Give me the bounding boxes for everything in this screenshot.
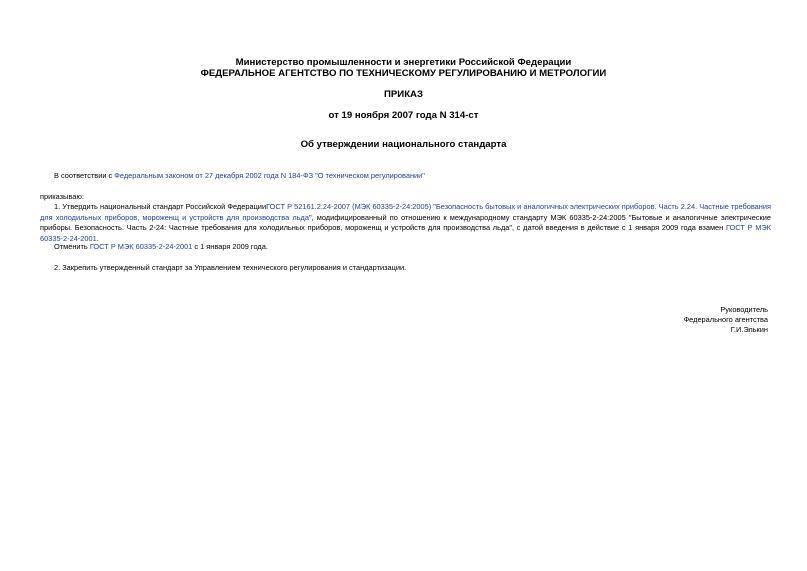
item-1-middle: ", модифицированный по отношению к международному стандарту МЭК 60335-2-24:2005 "Бытовые и аналогичные электрические приборы. Безопасность. Часть 2-24: Частные требования для холодильных приборов, мороженщ и устройств для производства льда", с датой введения в действие с 1 января 2009 года взамен [40, 212, 771, 232]
document-title: Об утверждении национального стандарта [300, 139, 507, 150]
signature-position-line1: Руководитель [720, 305, 768, 314]
document-date: от 19 ноября 2007 года N 314-ст [328, 110, 479, 121]
cancel-prefix: Отменить [54, 242, 90, 251]
preamble-paragraph [54, 171, 425, 181]
item-1-suffix: . [96, 233, 99, 243]
gost-52161-link[interactable]: ГОСТ Р 52161.2.24-2007 (МЭК 60335-2-24:2005) "Безопасность бытовых и аналогичных электрических приборов. Часть 2.24. Частные требования для холодильных приборов, мороженщ и устройств для производства льда [40, 202, 771, 222]
preamble-prefix: В соответствии с [54, 171, 115, 180]
federal-law-link[interactable]: Федеральным законом от 27 декабря 2002 года N 184-ФЗ "О техническом регулировании" [114, 171, 425, 180]
cancel-suffix: с 1 января 2009 года. [192, 242, 268, 251]
ministry-name: Министерство промышленности и энергетики Российской Федерации [235, 57, 572, 68]
gost-mek-replaced-link[interactable]: ГОСТ Р МЭК 60335-2-24-2001 [40, 223, 771, 243]
item-2-paragraph: 2. Закрепить утвержденный стандарт за Управлением технического регулирования и стандартизации. [54, 263, 407, 272]
signature-name: Г.И.Элькин [730, 325, 768, 334]
signature-position-line2: Федерального агентства [683, 315, 768, 324]
order-word: приказываю: [40, 192, 84, 201]
gost-mek-cancel-link[interactable]: ГОСТ Р МЭК 60335-2-24-2001 [89, 242, 193, 251]
document-type: ПРИКАЗ [384, 89, 423, 100]
cancel-paragraph [54, 242, 268, 252]
agency-name: ФЕДЕРАЛЬНОЕ АГЕНТСТВО ПО ТЕХНИЧЕСКОМУ РЕГУЛИРОВАНИЮ И МЕТРОЛОГИИ [200, 68, 607, 79]
item-1-paragraph [40, 202, 771, 244]
item-1-prefix: 1. Утвердить национальный стандарт Российской Федерации [54, 202, 267, 211]
